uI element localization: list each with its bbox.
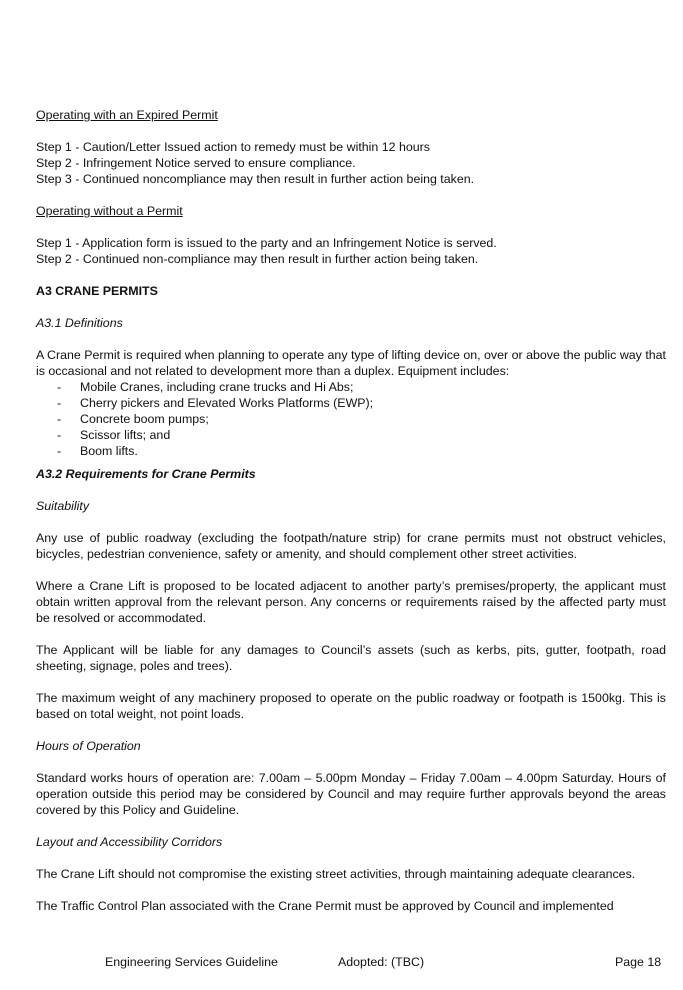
list-item: - Mobile Cranes, including crane trucks and Hi Abs; — [36, 379, 666, 395]
expired-permit-heading: Operating with an Expired Permit — [36, 108, 218, 122]
without-step-1: Step 1 - Application form is issued to the party and an Infringement Notice is served. — [36, 236, 497, 250]
without-step-2: Step 2 - Continued non-compliance may then result in further action being taken. — [36, 252, 479, 266]
hours-paragraph: Standard works hours of operation are: 7.00am – 5.00pm Monday – Friday 7.00am – 4.00pm Saturday. Hours of operation outside this period may be considered by Council and may require further approvals beyond the areas covered by this Policy and Guideline. — [36, 771, 666, 817]
list-item: - Cherry pickers and Elevated Works Platforms (EWP); — [36, 395, 666, 411]
layout-heading: Layout and Accessibility Corridors — [36, 835, 223, 849]
document-body — [36, 107, 666, 914]
suitability-paragraph: The Applicant will be liable for any damages to Council’s assets (such as kerbs, pits, gutter, footpath, road sheeting, signage, poles and trees). — [36, 643, 666, 673]
suitability-paragraph: Where a Crane Lift is proposed to be located adjacent to another party’s premises/property, the applicant must obtain written approval from the relevant person. Any concerns or requirements raised by the affected party must be resolved or accommodated. — [36, 579, 666, 625]
hours-heading: Hours of Operation — [36, 739, 141, 753]
suitability-heading: Suitability — [36, 499, 90, 513]
without-permit-heading: Operating without a Permit — [36, 204, 183, 218]
expired-step-2: Step 2 - Infringement Notice served to ensure compliance. — [36, 156, 356, 170]
layout-paragraph: The Crane Lift should not compromise the existing street activities, through maintaining adequate clearances. — [36, 867, 636, 881]
suitability-paragraph: The maximum weight of any machinery proposed to operate on the public roadway or footpath is 1500kg. This is based on total weight, not point loads. — [36, 691, 666, 721]
definitions-heading: A3.1 Definitions — [36, 316, 123, 330]
layout-paragraph: The Traffic Control Plan associated with the Crane Permit must be approved by Council and implemented — [36, 899, 614, 913]
footer-title: Engineering Services Guideline — [105, 955, 278, 969]
list-item: - Concrete boom pumps; — [36, 411, 666, 427]
suitability-paragraph: Any use of public roadway (excluding the footpath/nature strip) for crane permits must not obstruct vehicles, bicycles, pedestrian convenience, safety or amenity, and should complement other street activities. — [36, 531, 666, 561]
list-item: - Boom lifts. — [36, 443, 666, 459]
expired-step-1: Step 1 - Caution/Letter Issued action to remedy must be within 12 hours — [36, 140, 430, 154]
footer-adopted: Adopted: (TBC) — [338, 955, 425, 969]
definitions-paragraph: A Crane Permit is required when planning to operate any type of lifting device on, over or above the public way that is occasional and not related to development more than a duplex. Equipment includes: — [36, 348, 666, 378]
equipment-list — [36, 379, 666, 459]
requirements-heading: A3.2 Requirements for Crane Permits — [36, 467, 256, 481]
expired-step-3: Step 3 - Continued noncompliance may then result in further action being taken. — [36, 172, 475, 186]
footer-page-number: Page 18 — [615, 955, 662, 969]
section-title-a3: A3 CRANE PERMITS — [36, 284, 158, 298]
list-item: - Scissor lifts; and — [36, 427, 666, 443]
